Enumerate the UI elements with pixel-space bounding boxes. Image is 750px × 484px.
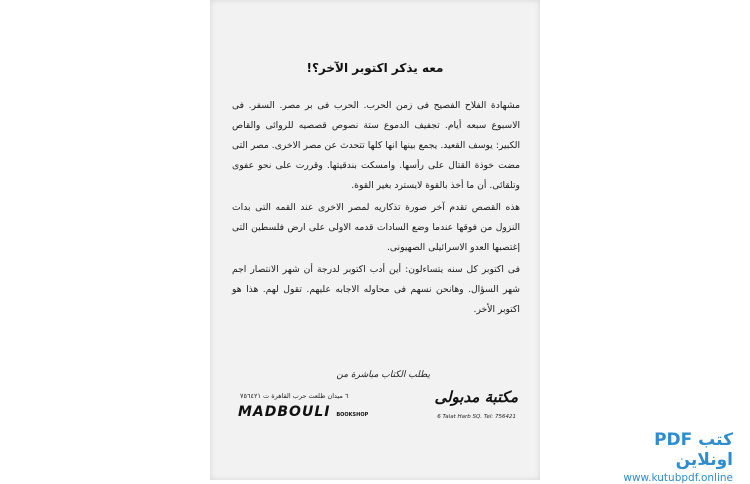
paragraph-2: هذه القصص تقدم آخر صورة تذكاريه لمصر الاخرى عند القمه التى بدات النزول من فوقها عندما وضع السادات قدمه الاولى على ارض فلسطين التى إغتصبها العدو الاسرائيلى الصهيونى. [232, 202, 520, 253]
logo-en-small: BOOKSHOP [336, 412, 369, 418]
watermark[interactable] [593, 430, 733, 484]
logo-en-text: MADBOULI [238, 404, 331, 420]
order-note: يطلب الكتاب مباشرة من [336, 370, 430, 380]
publisher-logo-en [238, 404, 368, 420]
paragraph-1: مشهادة الفلاح الفصيح فى زمن الحرب. الحرب فى بر مصر. السفر. فى الاسبوع سبعه أيام. تجفيف الدموع ستة نصوص قصصيه للروائى والقاص الكبير: يوسف القعيد. يجمع بينها انها كلها تتحدث عن مصر الاخرى. مصر التى مضت خوذة القتال على رأسها. وامسكت بندقيتها. وقررت على نحو عفوى وتلقائى. أن ما أخذ بالقوة لايسترد بغير القوة. [232, 100, 520, 191]
english-address: 6 Talat Harb SQ. Tel: 756421 [437, 414, 516, 420]
watermark-title: كتب PDF اونلاين [654, 430, 733, 470]
book-page [210, 0, 540, 480]
body-text [232, 96, 520, 322]
arabic-address: ٦ ميدان طلعت حرب القاهرة ت ٧٥٦٤٢١ [240, 392, 349, 400]
paragraph-3: فى اكتوبر كل سنه يتساءلون: أين أدب اكتوبر لدرجة أن شهر الانتصار اجم شهر السؤال. وهانحن نسهم فى محاوله الاجابه عليهم. تقول لهم. هذا هو اكتوبر الأخر. [232, 264, 520, 315]
page-title: معه يذكر اكتوبر الآخر؟! [306, 61, 444, 75]
watermark-url[interactable]: www.kutubpdf.online [623, 472, 733, 484]
publisher-logo-ar: مكتبة مدبولى [434, 388, 518, 406]
publisher-footer [222, 382, 528, 430]
